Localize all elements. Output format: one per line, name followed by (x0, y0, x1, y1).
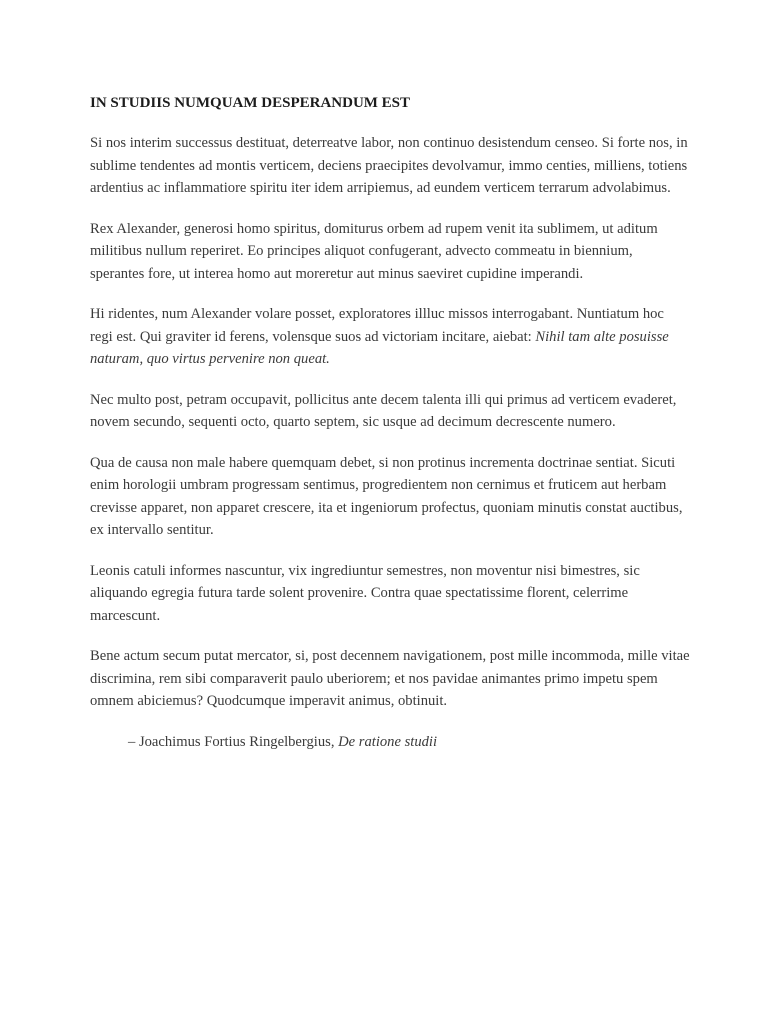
paragraph-5: Qua de causa non male habere quemquam debet, si non protinus incrementa doctrinae sentiat. Sicuti enim horologii umbram progressam sentimus, progredientem non cernimus et fruticem aut herbam crevisse apparet, non apparet crescere, ita et ingeniorum profectus, quoniam minutis constat auctibus, ex intervallo sentitur. (90, 454, 683, 538)
paragraph-3-text: Hi ridentes, num Alexander volare posset, exploratores illluc missos interrogabant. Nuntiatum hoc regi est. Qui graviter id ferens, volensque suos ad victoriam incitare, aiebat: (90, 306, 664, 345)
paragraph-6: Leonis catuli informes nascuntur, vix ingrediuntur semestres, non moventur nisi bimestres, sic aliquando egregia futura tarde solent provenire. Contra quae spectatissime florent, celerrime marcescunt. (90, 562, 640, 624)
paragraph-3 (90, 303, 690, 371)
paragraph-2: Rex Alexander, generosi homo spiritus, domiturus orbem ad rupem venit ita sublimem, ut aditum militibus nullum reperiret. Eo principes aliquot confugerant, advecto commeatu in biennium, sperantes fore, ut interea homo aut moreretur aut minus saeviret cupidine imperandi. (90, 220, 658, 282)
alexander-quote: Nihil tam alte posuisse naturam, quo virtus pervenire non queat. (90, 328, 669, 367)
attribution (90, 731, 690, 754)
attribution-work: De ratione studii (338, 733, 438, 750)
paragraph-1: Si nos interim successus destituat, deterreatve labor, non continuo desistendum censeo. Si forte nos, in sublime tendentes ad montis verticem, deciens praecipites devolvamur, immo centies, milliens, totiens ardentius ac inflammatiore spiritu iter idem arripiemus, ad eundem verticem terrarum advolabimus. (90, 135, 688, 196)
document-title: IN STUDIIS NUMQUAM DESPERANDUM EST (90, 95, 411, 111)
paragraph-4: Nec multo post, petram occupavit, pollicitus ante decem talenta illi qui primus ad verticem evaderet, novem secundo, sequenti octo, quarto septem, sic usque ad decimum decrescente numero. (90, 391, 677, 430)
attribution-author: – Joachimus Fortius Ringelbergius, (128, 733, 339, 750)
paragraph-7: Bene actum secum putat mercator, si, post decennem navigationem, post mille incommoda, mille vitae discrimina, rem sibi comparaverit paulo uberiorem; et nos pavidae animantes primo impetu spem omnem abiciemus? Quodcumque imperavit animus, obtinuit. (90, 648, 690, 709)
document-page (90, 92, 690, 753)
